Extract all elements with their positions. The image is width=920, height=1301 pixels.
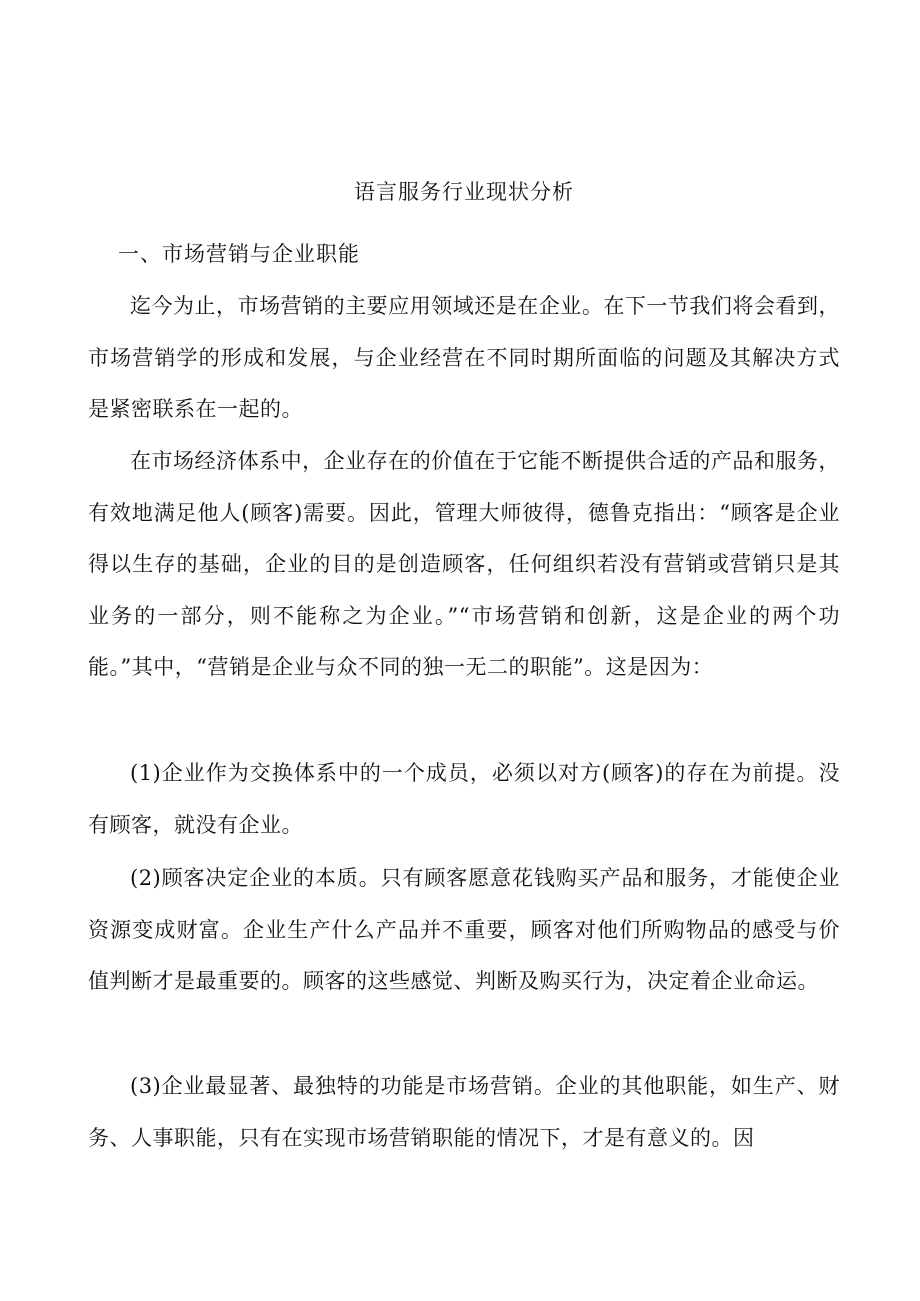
paragraph-point-1: (1)企业作为交换体系中的一个成员，必须以对方(顾客)的存在为前提。没有顾客，就没有企业。 (88, 761, 840, 837)
document-title: 语言服务行业现状分析 (354, 180, 574, 204)
paragraph-point-3: (3)企业最显著、最独特的功能是市场营销。企业的其他职能，如生产、财务、人事职能，只有在实现市场营销职能的情况下，才是有意义的。因 (88, 1074, 840, 1150)
paragraph-point-2: (2)顾客决定企业的本质。只有顾客愿意花钱购买产品和服务，才能使企业资源变成财富。企业生产什么产品并不重要，顾客对他们所购物品的感受与价值判断才是最重要的。顾客的这些感觉、判断及购买行为，决定着企业命运。 (88, 866, 840, 993)
paragraph-intro: 迄今为止，市场营销的主要应用领域还是在企业。在下一节我们将会看到，市场营销学的形成和发展，与企业经营在不同时期所面临的问题及其解决方式是紧密联系在一起的。 (88, 294, 840, 421)
paragraph-market-economy: 在市场经济体系中，企业存在的价值在于它能不断提供合适的产品和服务，有效地满足他人(顾客)需要。因此，管理大师彼得，德鲁克指出：“顾客是企业得以生存的基础，企业的目的是创造顾客，任何组织若没有营销或营销只是其业务的一部分，则不能称之为企业。”“市场营销和创新，这是企业的两个功能。”其中，“营销是企业与众不同的独一无二的职能”。这是因为： (88, 449, 840, 679)
section-heading: 一、市场营销与企业职能 (118, 242, 360, 266)
